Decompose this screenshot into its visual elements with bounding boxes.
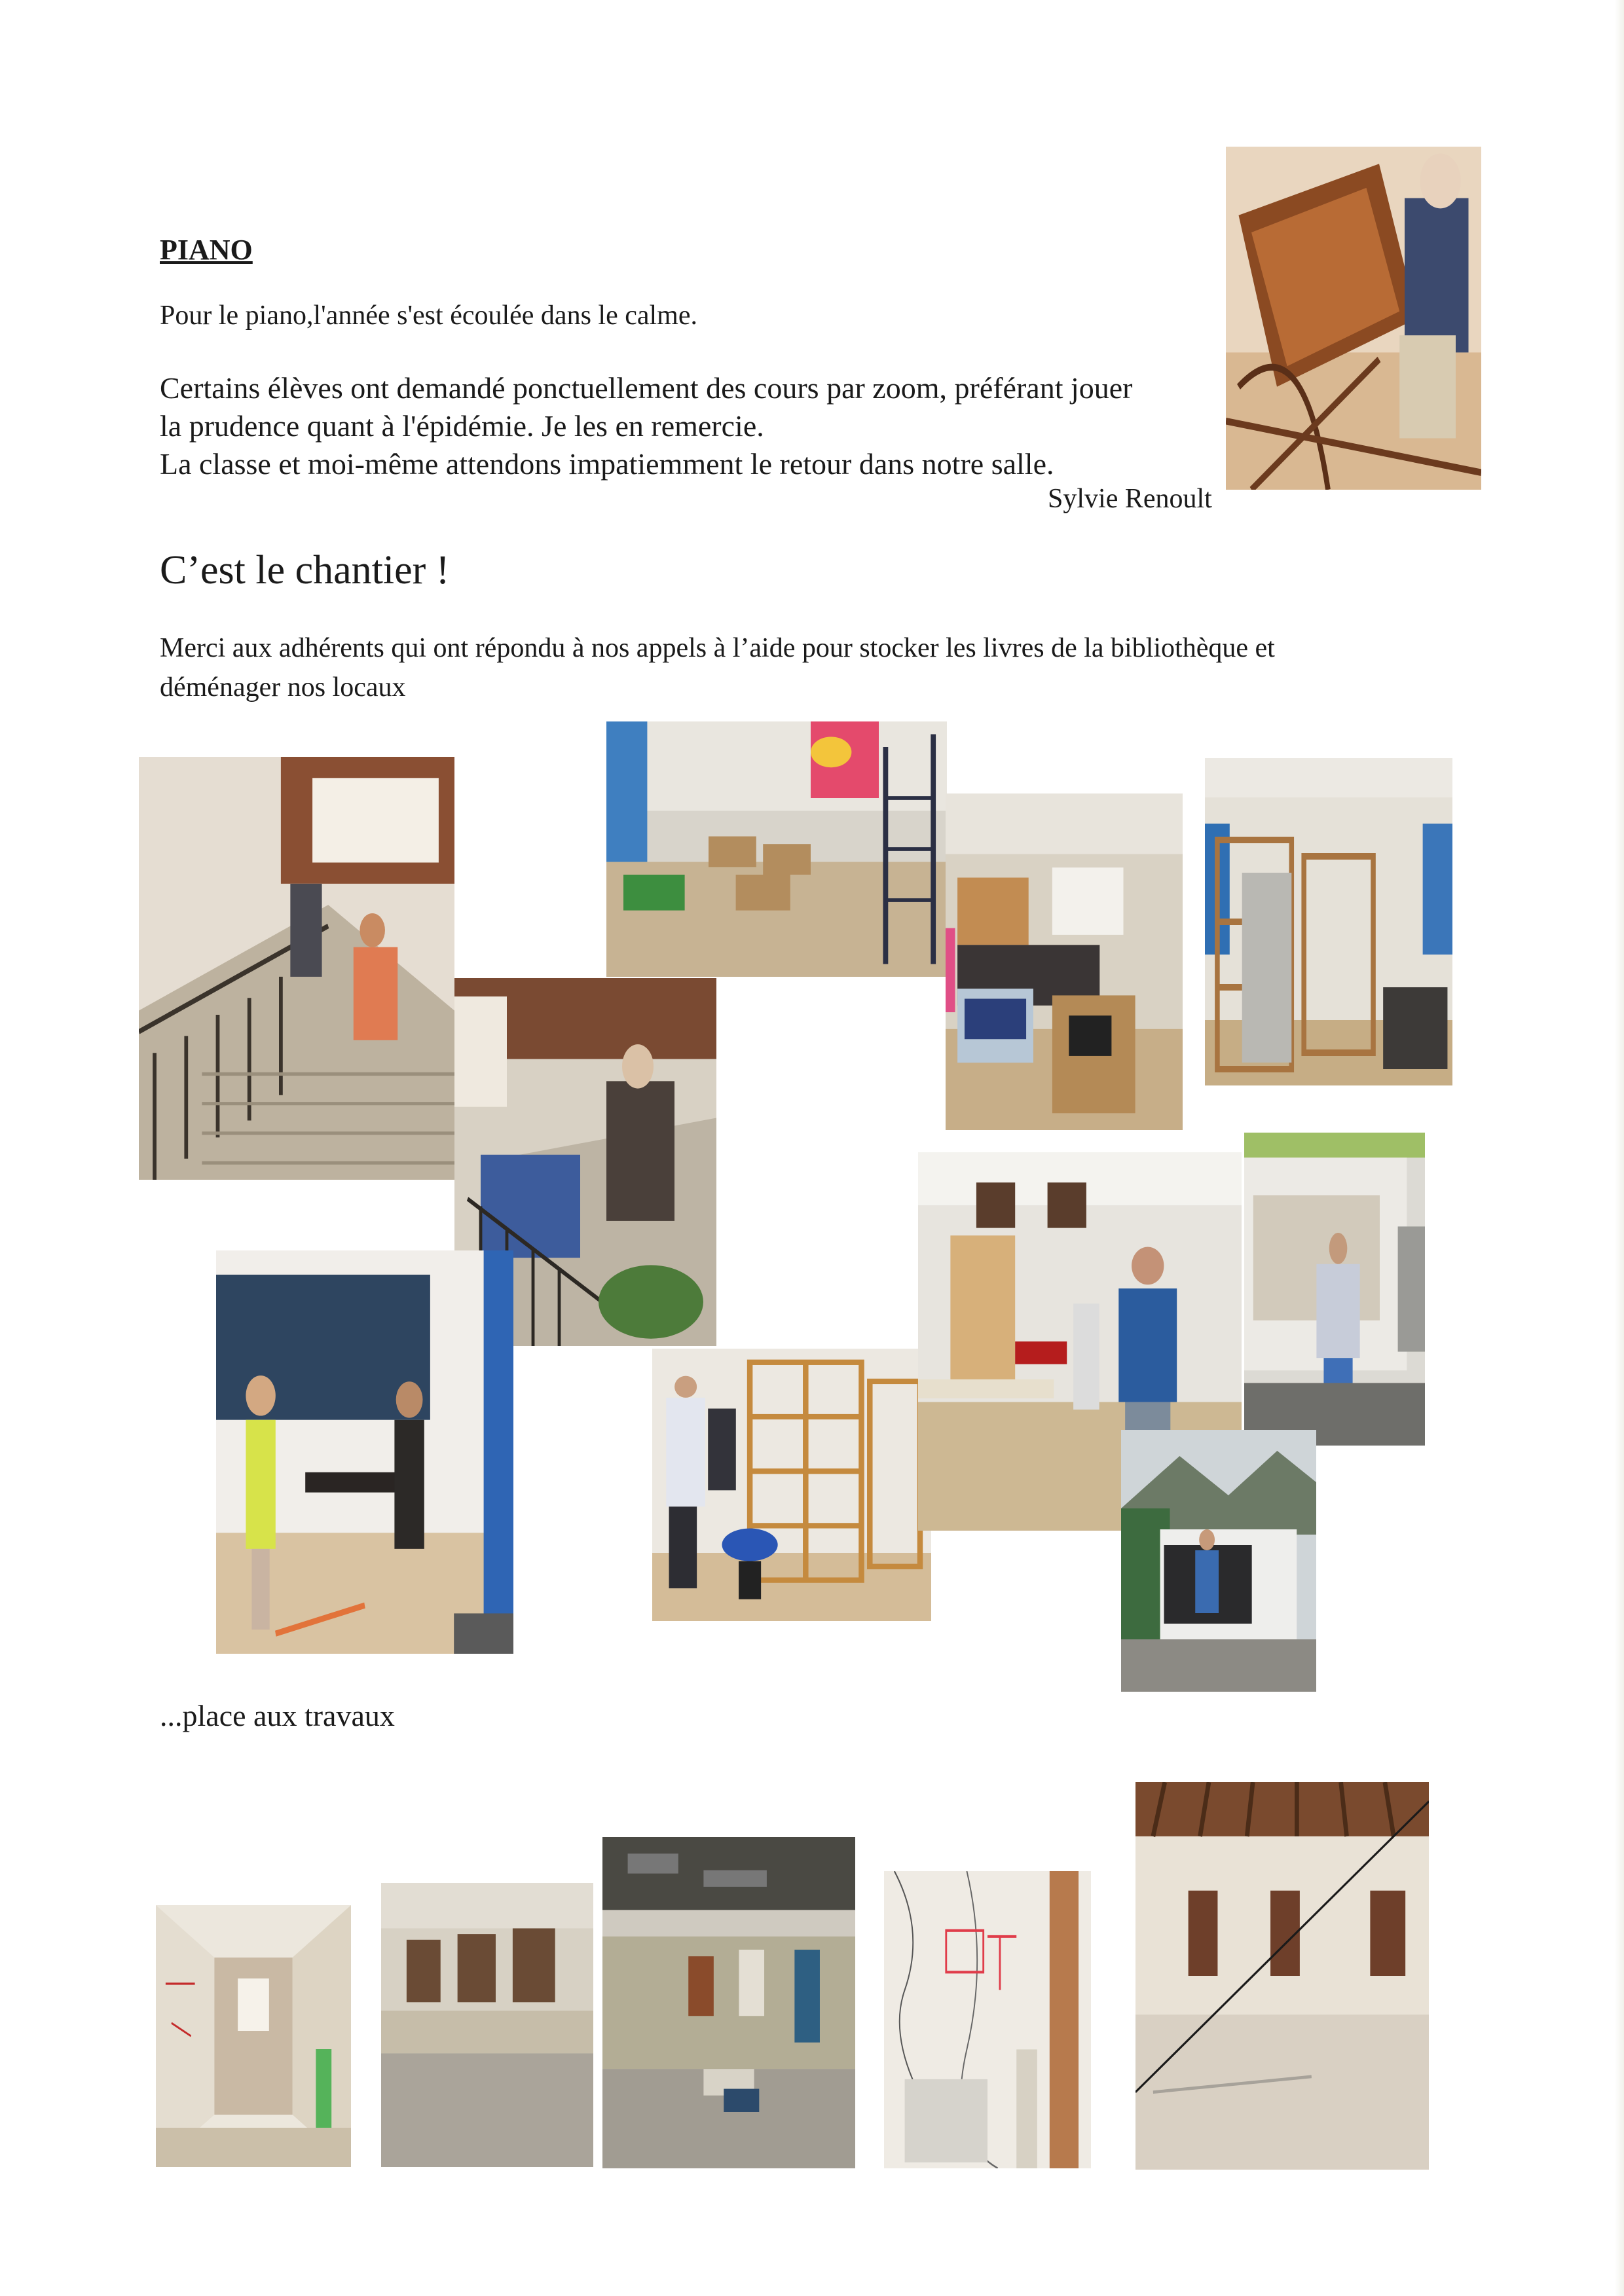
chantier-paragraph xyxy=(160,629,1404,707)
photo-classroom-table xyxy=(216,1250,513,1654)
signature: Sylvie Renoult xyxy=(1048,484,1212,514)
photo-library-boxes xyxy=(606,721,947,977)
photo-assembling-shelves xyxy=(652,1349,931,1621)
photo-van-street xyxy=(1121,1430,1316,1692)
piano-paragraph-1: Pour le piano,l'année s'est écoulée dans le calme. xyxy=(160,301,697,331)
scan-edge xyxy=(1615,0,1624,2296)
photo-works-empty-hall xyxy=(381,1883,593,2167)
piano-line-2a: Certains élèves ont demandé ponctuellement des cours par zoom, préférant jouer xyxy=(160,371,1133,405)
caption-travaux: ...place aux travaux xyxy=(160,1699,395,1732)
piano-line-2c: La classe et moi-même attendons impatiemment le retour dans notre salle. xyxy=(160,447,1054,481)
photo-works-wiring xyxy=(884,1871,1091,2168)
photo-works-beamed-room xyxy=(1135,1782,1429,2170)
photo-van-loading xyxy=(1244,1133,1425,1446)
photo-works-corridor xyxy=(156,1905,351,2167)
photo-piano-moving xyxy=(1226,147,1481,490)
chantier-line-2: déménager nos locaux xyxy=(160,672,406,702)
section-heading-chantier: C’est le chantier ! xyxy=(160,548,450,592)
piano-paragraph-2 xyxy=(160,369,1234,483)
piano-line-2b: la prudence quant à l'épidémie. Je les en remercie. xyxy=(160,409,764,443)
photo-shelf-frames xyxy=(1205,758,1452,1085)
photo-books-crates xyxy=(946,793,1183,1130)
section-heading-piano: PIANO xyxy=(160,234,253,266)
photo-stairs-moving xyxy=(139,757,454,1180)
chantier-line-1: Merci aux adhérents qui ont répondu à nos appels à l’aide pour stocker les livres de la bibliothèque et xyxy=(160,633,1275,663)
photo-works-stripped-room xyxy=(602,1837,855,2168)
